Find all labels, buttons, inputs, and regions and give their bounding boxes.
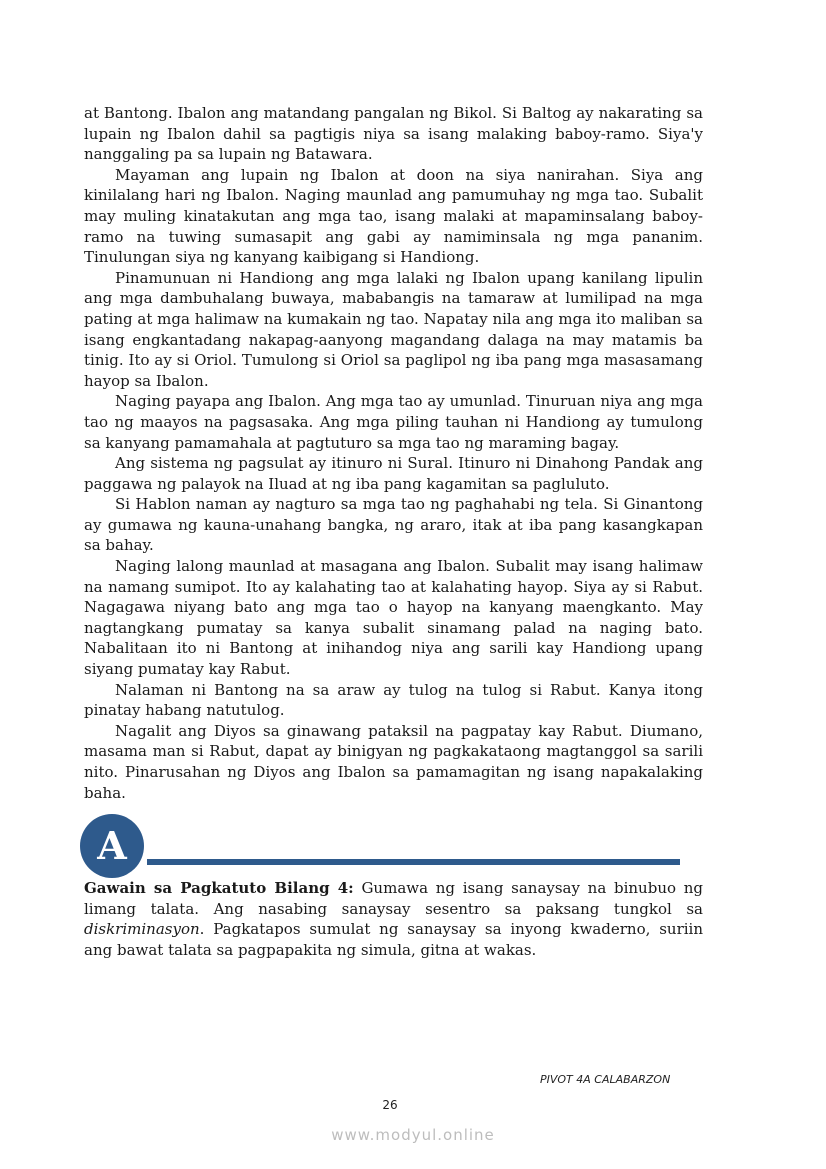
page-number: 26 <box>382 1098 398 1112</box>
activity-text-before: Gumawa ng isang sanaysay na binubuo ng limang talata. Ang nasabing sanaysay sesentro sa paksang tungkol sa <box>84 879 703 918</box>
activity-emphasis: diskriminasyon <box>84 920 200 939</box>
story-text <box>84 103 703 803</box>
story-paragraph: Ang sistema ng pagsulat ay itinuro ni Sural. Itinuro ni Dinahong Pandak ang paggawa ng palayok na Iluad at ng iba pang kagamitan sa pagluluto. <box>84 454 703 493</box>
activity-label: Gawain sa Pagkatuto Bilang 4: <box>84 879 354 897</box>
footer-program: PIVOT 4A CALABARZON <box>540 1073 671 1086</box>
activity-instructions <box>84 878 703 960</box>
story-paragraph: Naging payapa ang Ibalon. Ang mga tao ay umunlad. Tinuruan niya ang mga tao ng maayos na pagsasaka. Ang mga piling tauhan ni Handiong ay tumulong sa kanyang pamamahala at pagtuturo sa mga tao ng maraming bagay. <box>84 392 703 452</box>
story-paragraph: Si Hablon naman ay nagturo sa mga tao ng paghahabi ng tela. Si Ginantong ay gumawa ng kauna-unahang bangka, ng araro, itak at iba pang kasangkapan sa bahay. <box>84 495 703 555</box>
story-paragraph: Pinamunuan ni Handiong ang mga lalaki ng Ibalon upang kanilang lipulin ang mga dambuhalang buwaya, mababangis na tamaraw at lumilipad na mga pating at mga halimaw na kumakain ng tao. Napatay nila ang mga ito maliban sa isang engkantadang nakapag-aanyong magandang dalaga na may matamis ba tinig. Ito ay si Oriol. Tumulong si Oriol sa paglipol ng iba pang mga masasamang hayop sa Ibalon. <box>84 268 703 390</box>
story-paragraph: Naging lalong maunlad at masagana ang Ibalon. Subalit may isang halimaw na namang sumipot. Ito ay kalahating tao at kalahating hayop. Siya ay si Rabut. Nagagawa niyang bato ang mga tao o hayop na kanyang maengkanto. May nagtangkang pumatay sa kanya subalit sinamang palad na naging bato. Nabalitaan ito ni Bantong at inihandog niya ang sarili kay Handiong upang siyang pumatay kay Rabut. <box>84 557 703 679</box>
section-divider <box>147 859 680 865</box>
story-paragraph: Nalaman ni Bantong na sa araw ay tulog na tulog si Rabut. Kanya itong pinatay habang natutulog. <box>84 680 703 720</box>
activity-badge: A <box>80 814 144 878</box>
watermark: www.modyul.online <box>331 1126 495 1144</box>
story-paragraph: Mayaman ang lupain ng Ibalon at doon na siya nanirahan. Siya ang kinilalang hari ng Ibalon. Naging maunlad ang pamumuhay ng mga tao. Subalit may muling kinatakutan ang mga tao, isang malaki at mapaminsalang baboy-ramo na tuwing sumasapit ang gabi ay namiminsala ng mga pananim. Tinulungan siya ng kanyang kaibigang si Handiong. <box>84 165 703 267</box>
story-paragraph: Nagalit ang Diyos sa ginawang pataksil na pagpatay kay Rabut. Diumano, masama man si Rabut, dapat ay binigyan ng pagkakataong magtanggol sa sarili nito. Pinarusahan ng Diyos ang Ibalon sa pamamagitan ng isang napakalaking baha. <box>84 721 703 802</box>
activity-text-after: . Pagkatapos sumulat ng sanaysay sa inyong kwaderno, suriin ang bawat talata sa pagpapakita ng simula, gitna at wakas. <box>84 920 703 959</box>
story-paragraph: at Bantong. Ibalon ang matandang pangalan ng Bikol. Si Baltog ay nakarating sa lupain ng Ibalon dahil sa pagtigis niya sa isang malaking baboy-ramo. Siya'y nanggaling pa sa lupain ng Batawara. <box>84 104 703 164</box>
